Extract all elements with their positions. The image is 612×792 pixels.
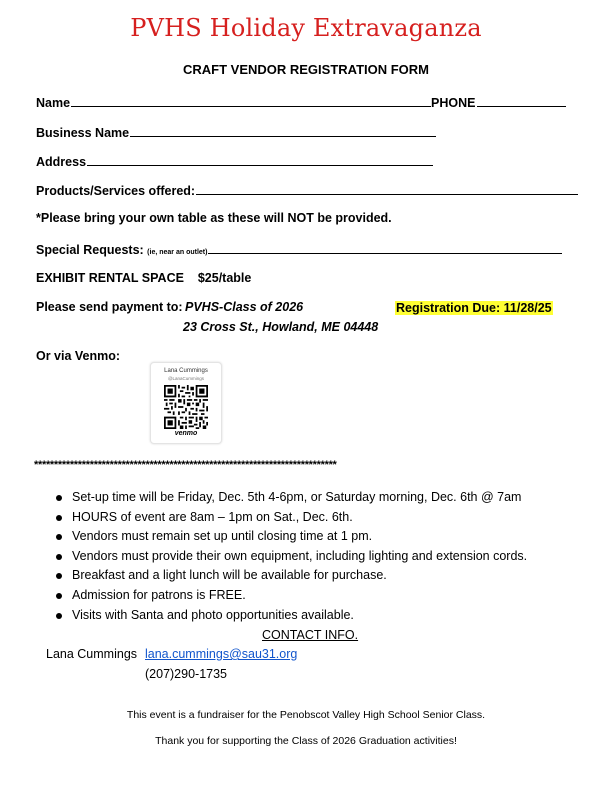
form-title: CRAFT VENDOR REGISTRATION FORM <box>182 62 430 77</box>
phone-label: PHONE <box>431 96 476 110</box>
contact-heading: CONTACT INFO. <box>262 628 359 642</box>
list-item: Admission for patrons is FREE. <box>56 586 527 606</box>
products-label: Products/Services offered: <box>36 184 196 198</box>
contact-phone: (207)290-1735 <box>145 667 228 681</box>
qr-code-icon <box>164 385 208 429</box>
name-row <box>36 95 566 110</box>
payment-address: 23 Cross St., Howland, ME 04448 <box>183 320 379 334</box>
business-row <box>36 125 436 140</box>
event-details-list <box>56 488 527 625</box>
list-item: Breakfast and a light lunch will be available for purchase. <box>56 566 527 586</box>
venmo-label: Or via Venmo: <box>36 349 121 363</box>
rental-price: $25/table <box>197 271 252 285</box>
table-notice: *Please bring your own table as these will NOT be provided. <box>36 211 392 225</box>
list-item: Visits with Santa and photo opportunities available. <box>56 606 527 626</box>
registration-due-text: Registration Due: 11/28/25 <box>396 301 552 315</box>
list-item: HOURS of event are 8am – 1pm on Sat., Dec. 6th. <box>56 508 527 528</box>
contact-name: Lana Cummings <box>46 647 138 661</box>
address-label: Address <box>36 155 87 169</box>
list-item: Set-up time will be Friday, Dec. 5th 4-6pm, or Saturday morning, Dec. 6th @ 7am <box>56 488 527 508</box>
special-hint: (ie, near an outlet) <box>147 249 208 256</box>
name-label: Name <box>36 96 71 110</box>
business-line[interactable] <box>130 125 436 137</box>
rental-row <box>36 271 251 285</box>
special-row <box>36 242 562 257</box>
venmo-brand: venmo <box>174 430 198 437</box>
products-line[interactable] <box>196 183 578 195</box>
special-label: Special Requests: <box>36 243 144 257</box>
payment-label: Please send payment to: <box>36 300 183 314</box>
rental-label: EXHIBIT RENTAL SPACE <box>36 271 184 285</box>
phone-line[interactable] <box>477 95 566 107</box>
event-title: PVHS Holiday Extravaganza <box>130 14 482 42</box>
contact-email-link[interactable]: lana.cummings@sau31.org <box>145 647 298 661</box>
registration-due <box>395 299 553 317</box>
special-line[interactable] <box>208 242 562 254</box>
venmo-card-name: Lana Cummings <box>164 368 208 374</box>
products-row <box>36 183 578 198</box>
list-item: Vendors must remain set up until closing time at 1 pm. <box>56 527 527 547</box>
separator-line: **************************************************************************** <box>34 459 337 471</box>
footer-thank-you: Thank you for supporting the Class of 2026 Graduation activities! <box>155 735 457 747</box>
address-row <box>36 154 433 169</box>
business-label: Business Name <box>36 126 130 140</box>
payment-payee: PVHS-Class of 2026 <box>185 300 304 314</box>
name-line[interactable] <box>71 95 431 107</box>
list-item: Vendors must provide their own equipment, including lighting and extension cords. <box>56 547 527 567</box>
venmo-qr-card[interactable] <box>150 362 222 444</box>
venmo-card-handle: @LanaCummings <box>167 376 205 381</box>
address-line[interactable] <box>87 154 433 166</box>
footer-fundraiser-note: This event is a fundraiser for the Penobscot Valley High School Senior Class. <box>126 709 486 721</box>
